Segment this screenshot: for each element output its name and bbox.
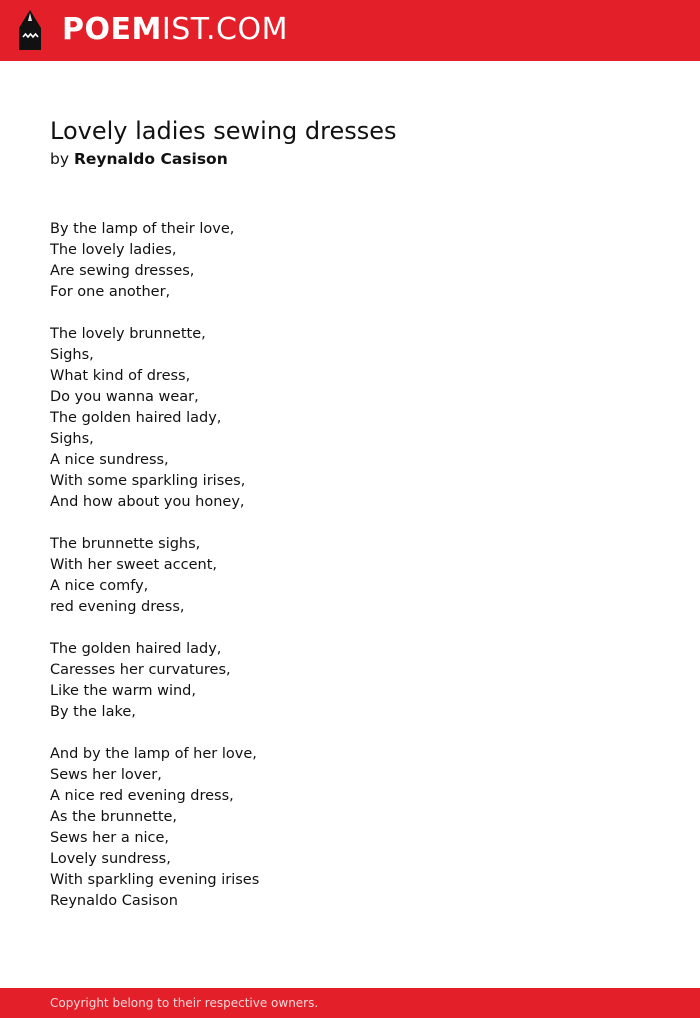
poem-line: Are sewing dresses, xyxy=(50,263,195,279)
copyright-text: Copyright belong to their respective owners. xyxy=(50,996,319,1010)
poem-line: red evening dress, xyxy=(50,599,185,615)
poem-line: The lovely brunnette, xyxy=(50,326,206,342)
poem-body xyxy=(50,219,650,912)
poem-line: With some sparkling irises, xyxy=(50,473,246,489)
poem-line: With sparkling evening irises xyxy=(50,872,260,888)
stanza-gap xyxy=(50,723,650,744)
poem-line: Lovely sundress, xyxy=(50,851,171,867)
site-logo[interactable] xyxy=(62,12,288,48)
byline xyxy=(50,149,228,169)
poem-line: For one another, xyxy=(50,284,171,300)
poem-line: Sighs, xyxy=(50,431,94,447)
by-label: by xyxy=(50,150,70,168)
stanza-gap xyxy=(50,618,650,639)
poem-line: And how about you honey, xyxy=(50,494,245,510)
poem-line: Caresses her curvatures, xyxy=(50,662,231,678)
poem-line: Sews her a nice, xyxy=(50,830,170,846)
stanza-gap xyxy=(50,303,650,324)
poem-line: Like the warm wind, xyxy=(50,683,196,699)
poem-line: And by the lamp of her love, xyxy=(50,746,257,762)
poem-line: The brunnette sighs, xyxy=(50,536,201,552)
poem-line: With her sweet accent, xyxy=(50,557,217,573)
logo-light-text: IST.COM xyxy=(161,12,288,47)
poem-line: Reynaldo Casison xyxy=(50,893,178,909)
poem-line: The golden haired lady, xyxy=(50,410,222,426)
poem-line: A nice sundress, xyxy=(50,452,169,468)
poem-line: A nice comfy, xyxy=(50,578,149,594)
site-header xyxy=(0,0,700,61)
site-footer xyxy=(0,988,700,1018)
poem-line: A nice red evening dress, xyxy=(50,788,234,804)
poem-line: Do you wanna wear, xyxy=(50,389,199,405)
poem-line: Sighs, xyxy=(50,347,94,363)
author-name: Reynaldo Casison xyxy=(73,150,228,168)
poem-line: The golden haired lady, xyxy=(50,641,222,657)
poem-line: What kind of dress, xyxy=(50,368,191,384)
logo-bold-text: POEM xyxy=(62,12,162,47)
poem-line: By the lamp of their love, xyxy=(50,221,235,237)
pencil-tip-icon[interactable] xyxy=(17,9,43,51)
poem-line: As the brunnette, xyxy=(50,809,178,825)
stanza-gap xyxy=(50,513,650,534)
poem-line: Sews her lover, xyxy=(50,767,162,783)
poem-line: By the lake, xyxy=(50,704,136,720)
poem-title: Lovely ladies sewing dresses xyxy=(50,117,397,145)
poem-line: The lovely ladies, xyxy=(50,242,177,258)
